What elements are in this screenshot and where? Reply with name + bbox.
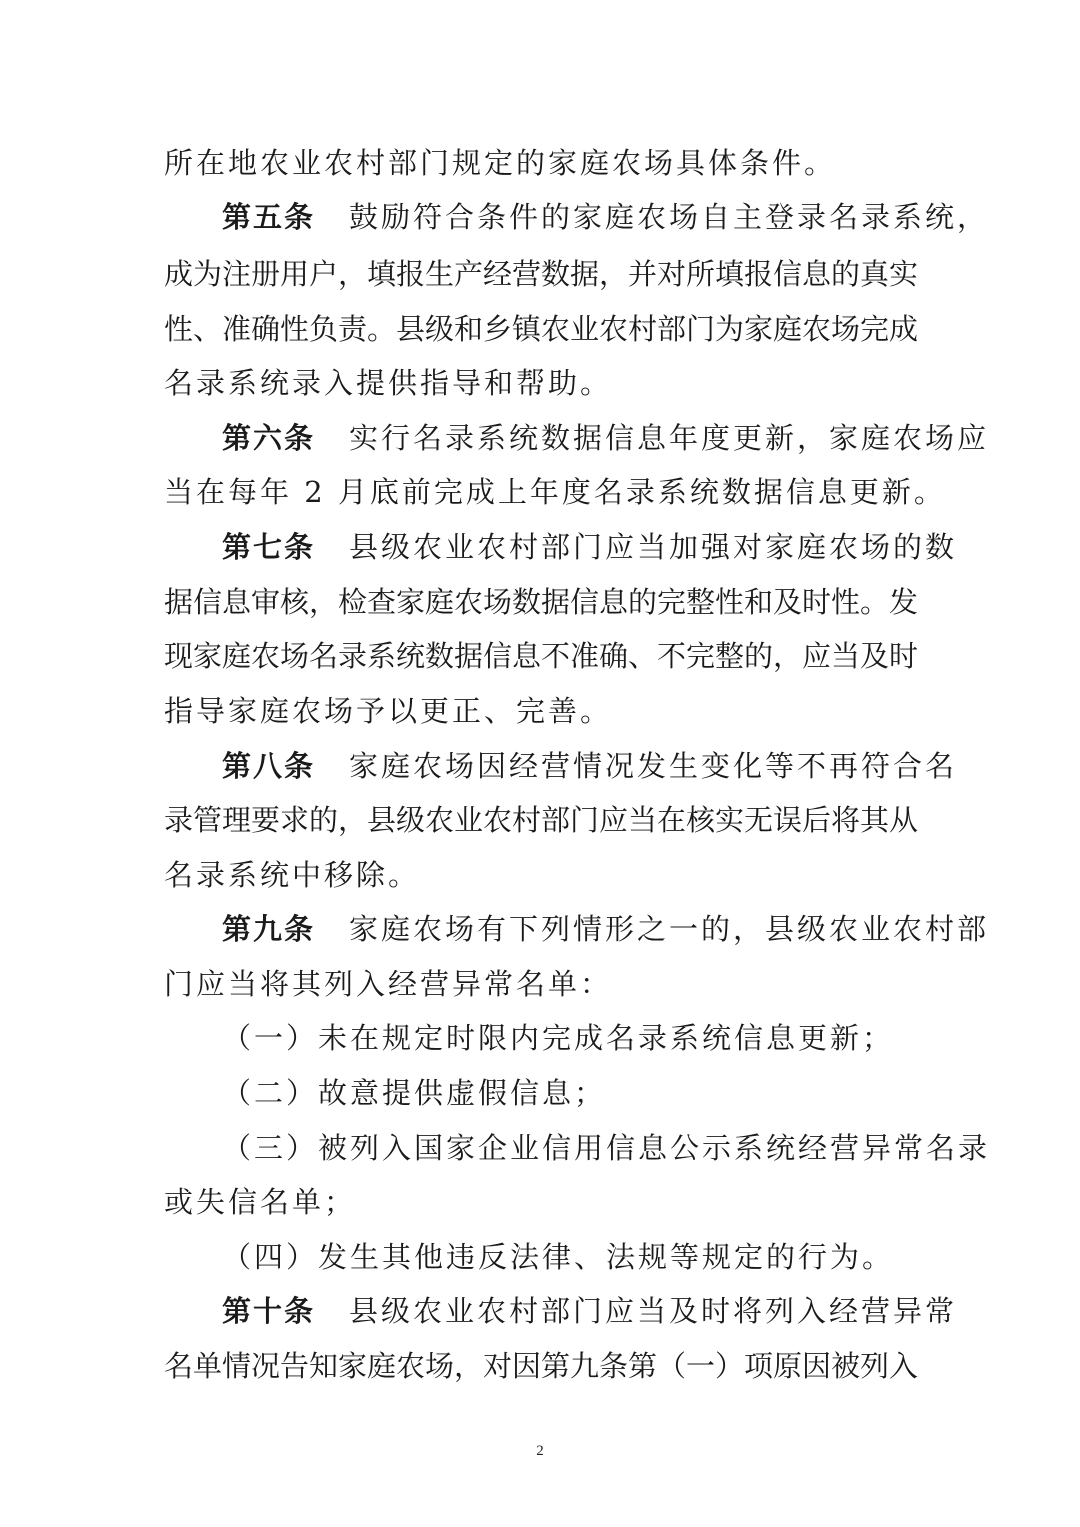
article-number: 第九条 <box>222 912 316 946</box>
article-number: 第十条 <box>222 1294 316 1328</box>
article-9-heading-line: 第九条 家庭农场有下列情形之一的，县级农业农村部 <box>222 912 990 946</box>
body-line: 现家庭农场名录系统数据信息不准确、不完整的，应当及时 <box>164 639 919 673</box>
article-8-heading-line: 第八条 家庭农场因经营情况发生变化等不再符合名 <box>222 749 958 783</box>
article-7-heading-line: 第七条 县级农业农村部门应当加强对家庭农场的数 <box>222 530 958 564</box>
article-number: 第五条 <box>222 200 316 234</box>
list-item: （一）未在规定时限内完成名录系统信息更新； <box>222 1021 895 1055</box>
body-line: 录管理要求的，县级农业农村部门应当在核实无误后将其从 <box>164 803 919 837</box>
article-10-heading-line: 第十条 县级农业农村部门应当及时将列入经营异常 <box>222 1294 958 1328</box>
body-line: 名录系统录入提供指导和帮助。 <box>164 366 613 400</box>
list-item: （二）故意提供虚假信息； <box>222 1076 607 1110</box>
article-number: 第八条 <box>222 749 316 783</box>
body-line: 指导家庭农场予以更正、完善。 <box>164 694 613 728</box>
page-number: 2 <box>536 1443 544 1459</box>
article-number: 第六条 <box>222 421 316 455</box>
body-line: 或失信名单； <box>164 1185 357 1219</box>
list-item: （四）发生其他违反法律、法规等规定的行为。 <box>222 1240 895 1274</box>
body-line: 门应当将其列入经营异常名单： <box>164 967 613 1001</box>
list-item: （三）被列入国家企业信用信息公示系统经营异常名录 <box>222 1131 991 1165</box>
body-line: 所在地农业农村部门规定的家庭农场具体条件。 <box>164 146 837 180</box>
article-6-heading-line: 第六条 实行名录系统数据信息年度更新，家庭农场应 <box>222 421 990 455</box>
article-5-heading-line: 第五条 鼓励符合条件的家庭农场自主登录名录系统， <box>222 200 990 234</box>
article-number: 第七条 <box>222 530 316 564</box>
body-line: 当在每年 2 月底前完成上年度名录系统数据信息更新。 <box>164 475 946 509</box>
body-line: 名录系统中移除。 <box>164 858 421 892</box>
body-line: 据信息审核，检查家庭农场数据信息的完整性和及时性。发 <box>164 585 919 619</box>
body-line: 性、准确性负责。县级和乡镇农业农村部门为家庭农场完成 <box>164 312 919 346</box>
body-line: 成为注册用户，填报生产经营数据，并对所填报信息的真实 <box>164 257 919 291</box>
body-line: 名单情况告知家庭农场，对因第九条第（一）项原因被列入 <box>164 1349 919 1383</box>
